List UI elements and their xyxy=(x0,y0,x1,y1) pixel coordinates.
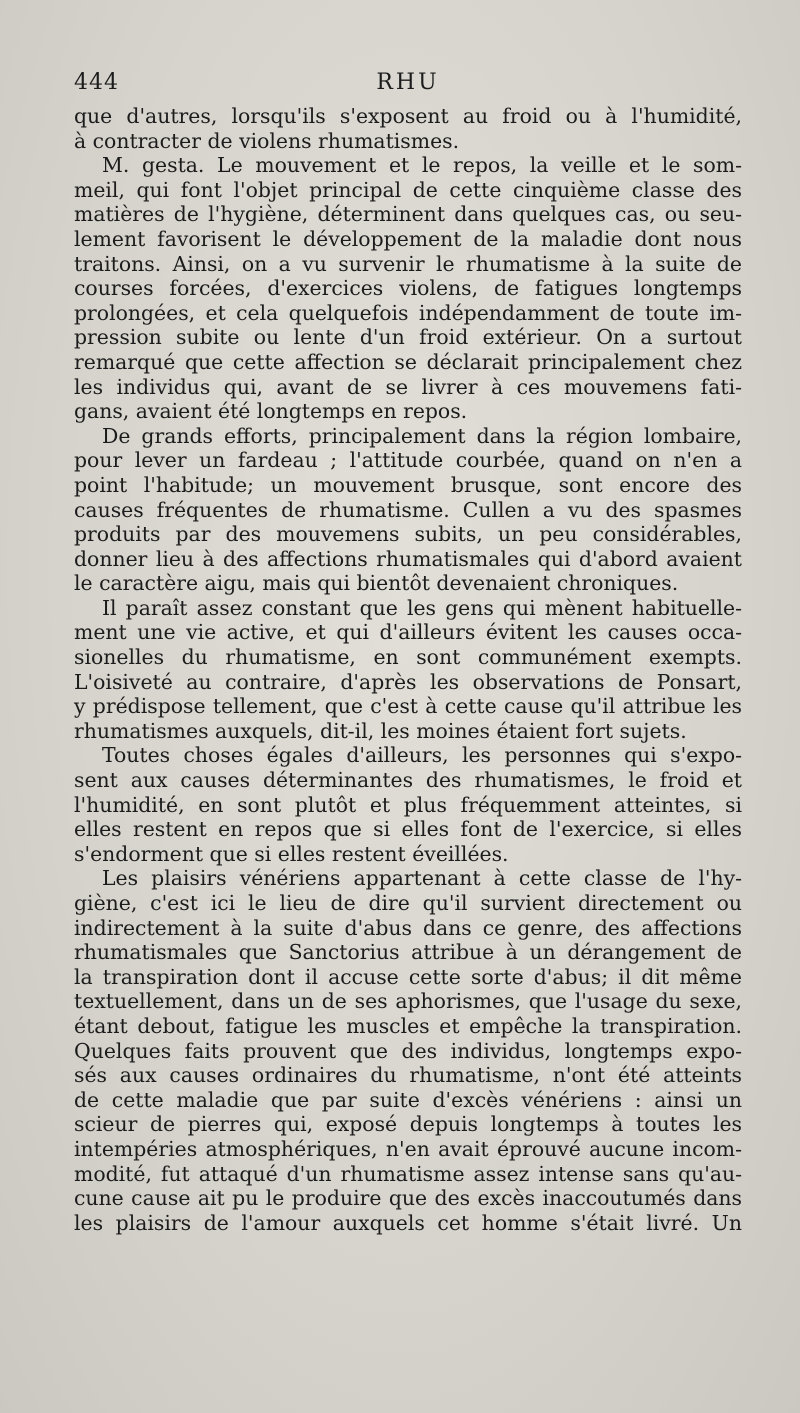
text-line: sionelles du rhumatisme, en sont communément exempts. xyxy=(74,645,742,670)
text-line: y prédispose tellement, que c'est à cette cause qu'il attribue les xyxy=(74,694,742,719)
text-line: meil, qui font l'objet principal de cette cinquième classe des xyxy=(74,177,742,202)
text-line: étant debout, fatigue les muscles et empêche la transpiration. xyxy=(74,1013,742,1038)
text-line: intempéries atmosphériques, n'en avait éprouvé aucune incom- xyxy=(74,1136,742,1161)
text-line: Il paraît assez constant que les gens qui mènent habituelle- xyxy=(102,595,742,620)
body-text xyxy=(74,104,742,1235)
text-line: indirectement à la suite d'abus dans ce genre, des affections xyxy=(74,915,742,940)
text-line: traitons. Ainsi, on a vu survenir le rhumatisme à la suite de xyxy=(74,251,742,276)
text-line: Quelques faits prouvent que des individus, longtemps expo- xyxy=(74,1038,742,1063)
text-line: scieur de pierres qui, exposé depuis longtemps à toutes les xyxy=(74,1112,742,1137)
text-line: prolongées, et cela quelquefois indépendamment de toute im- xyxy=(74,300,742,325)
text-line: pour lever un fardeau ; l'attitude courbée, quand on n'en a xyxy=(74,448,742,473)
text-line: les individus qui, avant de se livrer à ces mouvemens fati- xyxy=(74,374,742,399)
text-line: L'oisiveté au contraire, d'après les observations de Ponsart, xyxy=(74,669,742,694)
text-line: modité, fut attaqué d'un rhumatisme assez intense sans qu'au- xyxy=(74,1161,742,1186)
text-line: De grands efforts, principalement dans la région lombaire, xyxy=(102,423,742,448)
text-line: cune cause ait pu le produire que des excès inaccoutumés dans xyxy=(74,1186,742,1211)
text-line: Les plaisirs vénériens appartenant à cette classe de l'hy- xyxy=(102,866,742,891)
page-number: 444 xyxy=(74,70,119,95)
text-line: le caractère aigu, mais qui bientôt devenaient chroniques. xyxy=(74,571,679,596)
text-line: à contracter de violens rhumatismes. xyxy=(74,128,460,153)
text-line: Toutes choses égales d'ailleurs, les personnes qui s'expo- xyxy=(102,743,742,768)
text-line: matières de l'hygiène, déterminent dans quelques cas, ou seu- xyxy=(74,202,742,227)
text-line: s'endorment que si elles restent éveillées. xyxy=(74,841,509,866)
text-line: M. gesta. Le mouvement et le repos, la veille et le som- xyxy=(102,153,742,178)
text-line: l'humidité, en sont plutôt et plus fréquemment atteintes, si xyxy=(74,792,742,817)
text-line: gans, avaient été longtemps en repos. xyxy=(74,399,468,424)
book-page xyxy=(74,70,742,1235)
text-line: textuellement, dans un de ses aphorismes, que l'usage du sexe, xyxy=(74,989,742,1014)
text-line: les plaisirs de l'amour auxquels cet homme s'était livré. Un xyxy=(74,1210,742,1235)
text-line: courses forcées, d'exercices violens, de fatigues longtemps xyxy=(74,276,742,301)
text-line: la transpiration dont il accuse cette sorte d'abus; il dit même xyxy=(74,964,742,989)
text-line: donner lieu à des affections rhumatismales qui d'abord avaient xyxy=(74,546,742,571)
text-line: causes fréquentes de rhumatisme. Cullen a vu des spasmes xyxy=(74,497,742,522)
text-line: produits par des mouvemens subits, un peu considérables, xyxy=(74,522,742,547)
text-line: point l'habitude; un mouvement brusque, sont encore des xyxy=(74,472,742,497)
text-line: ment une vie active, et qui d'ailleurs évitent les causes occa- xyxy=(74,620,742,645)
text-line: lement favorisent le développement de la maladie dont nous xyxy=(74,226,742,251)
text-line: que d'autres, lorsqu'ils s'exposent au froid ou à l'humidité, xyxy=(74,104,742,128)
text-line: sent aux causes déterminantes des rhumatismes, le froid et xyxy=(74,768,742,793)
running-head: RHU xyxy=(376,70,440,95)
text-line: elles restent en repos que si elles font de l'exercice, si elles xyxy=(74,817,742,842)
page-header xyxy=(74,70,742,104)
text-line: giène, c'est ici le lieu de dire qu'il survient directement ou xyxy=(74,891,742,915)
text-line: sés aux causes ordinaires du rhumatisme, n'ont été atteints xyxy=(74,1063,742,1088)
text-line: remarqué que cette affection se déclarait principalement chez xyxy=(74,349,742,374)
text-line: rhumatismes auxquels, dit-il, les moines étaient fort sujets. xyxy=(74,718,687,743)
text-line: pression subite ou lente d'un froid extérieur. On a surtout xyxy=(74,325,742,350)
text-line: rhumatismales que Sanctorius attribue à un dérangement de xyxy=(74,940,742,965)
text-line: de cette maladie que par suite d'excès vénériens : ainsi un xyxy=(74,1087,742,1112)
